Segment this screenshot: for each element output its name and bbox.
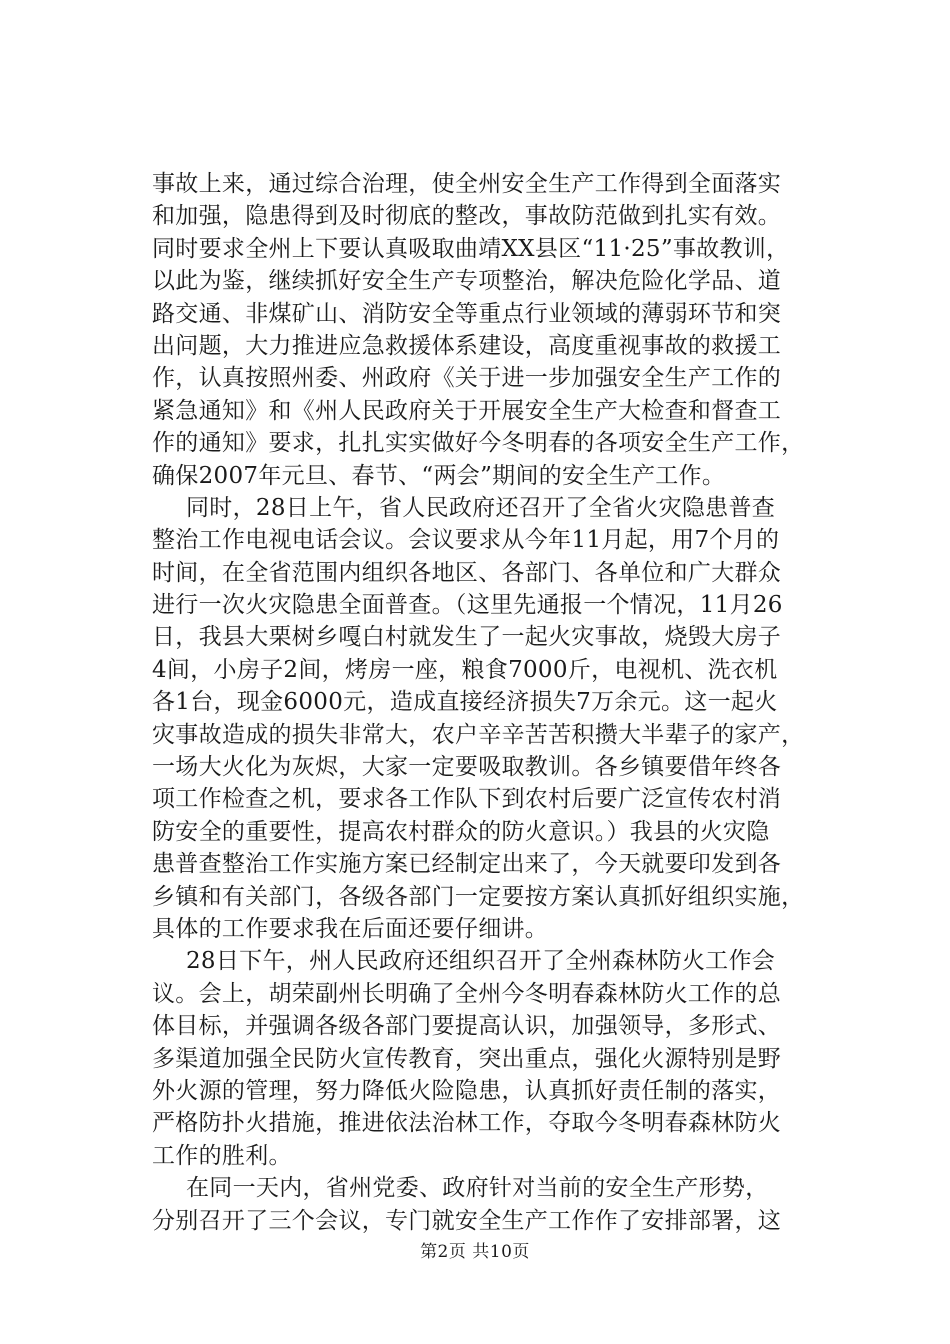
body-text — [152, 168, 812, 1237]
text-line: 灾事故造成的损失非常大，农户辛辛苦苦积攒大半辈子的家产， — [152, 721, 805, 748]
text-line: 以此为鉴，继续抓好安全生产专项整治，解决危险化学品、道 — [152, 268, 782, 295]
text-line: 出问题，大力推进应急救援体系建设，高度重视事故的救援工 — [152, 332, 782, 359]
text-line: 患普查整治工作实施方案已经制定出来了，今天就要印发到各 — [152, 851, 782, 878]
text-line: 同时，28日上午，省人民政府还召开了全省火灾隐患普查 — [186, 494, 776, 521]
page-footer: 第2页 共10页 — [420, 1242, 530, 1262]
text-line: 确保2007年元旦、春节、“两会”期间的安全生产工作。 — [152, 462, 726, 489]
text-line: 各1台，现金6000元，造成直接经济损失7万余元。这一起火 — [152, 689, 778, 716]
text-line: 议。会上，胡荣副州长明确了全州今冬明春森林防火工作的总 — [152, 980, 782, 1007]
text-line: 在同一天内，省州党委、政府针对当前的安全生产形势， — [186, 1175, 769, 1202]
text-line: 进行一次火灾隐患全面普查。（这里先通报一个情况，11月26 — [152, 592, 783, 619]
text-line: 日，我县大栗树乡嘎白村就发生了一起火灾事故，烧毁大房子 — [152, 624, 782, 651]
text-line: 事故上来，通过综合治理，使全州安全生产工作得到全面落实 — [152, 171, 782, 197]
text-line: 乡镇和有关部门，各级各部门一定要按方案认真抓好组织实施， — [152, 883, 805, 910]
text-line: 作的通知》要求，扎扎实实做好今冬明春的各项安全生产工作， — [152, 430, 805, 457]
text-line: 防安全的重要性，提高农村群众的防火意识。）我县的火灾隐 — [152, 818, 770, 845]
text-line: 体目标，并强调各级各部门要提高认识，加强领导，多形式、 — [152, 1013, 782, 1040]
text-line: 项工作检查之机，要求各工作队下到农村后要广泛宣传农村消 — [152, 786, 782, 813]
text-line: 多渠道加强全民防火宣传教育，突出重点，强化火源特别是野 — [152, 1045, 782, 1072]
text-line: 作，认真按照州委、州政府《关于进一步加强安全生产工作的 — [152, 365, 782, 392]
text-line: 严格防扑火措施，推进依法治林工作，夺取今冬明春森林防火 — [152, 1110, 782, 1137]
text-line: 路交通、非煤矿山、消防安全等重点行业领域的薄弱环节和突 — [152, 300, 782, 327]
text-line: 外火源的管理，努力降低火险隐患，认真抓好责任制的落实， — [152, 1077, 782, 1104]
text-line: 工作的胜利。 — [152, 1142, 292, 1169]
text-line: 紧急通知》和《州人民政府关于开展安全生产大检查和督查工 — [152, 397, 782, 424]
text-line: 具体的工作要求我在后面还要仔细讲。 — [152, 915, 549, 942]
text-line: 4间，小房子2间，烤房一座，粮食7000斤，电视机、洗衣机 — [152, 656, 778, 683]
text-line: 28日下午，州人民政府还组织召开了全州森林防火工作会 — [186, 948, 776, 975]
text-line: 和加强，隐患得到及时彻底的整改，事故防范做到扎实有效。 — [152, 203, 782, 230]
text-line: 同时要求全州上下要认真吸取曲靖XX县区“11·25”事故教训， — [152, 235, 790, 262]
text-line: 分别召开了三个会议，专门就安全生产工作作了安排部署，这 — [152, 1207, 782, 1234]
text-line: 整治工作电视电话会议。会议要求从今年11月起，用7个月的 — [152, 527, 780, 554]
text-line: 时间，在全省范围内组织各地区、各部门、各单位和广大群众 — [152, 559, 782, 586]
text-line: 一场大火化为灰烬，大家一定要吸取教训。各乡镇要借年终各 — [152, 754, 782, 781]
